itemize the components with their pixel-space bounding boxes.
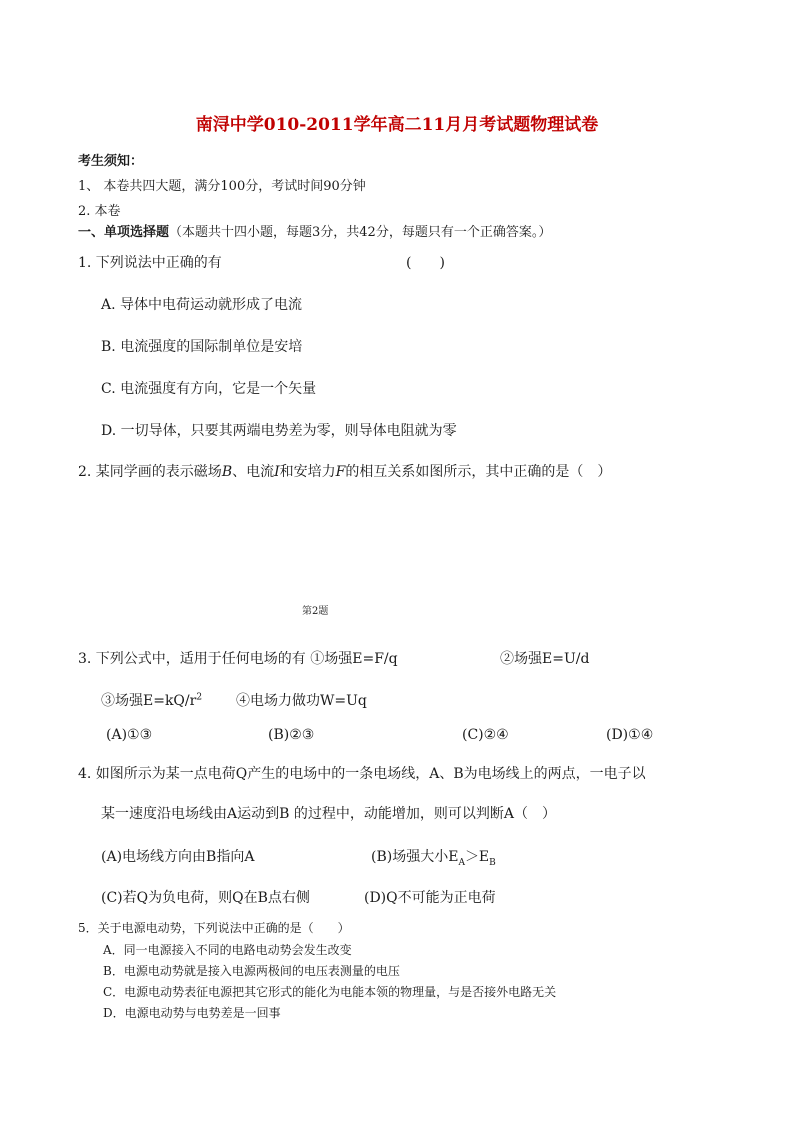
q2-figure-caption: 第2题 — [302, 606, 329, 617]
q2-symbol-i: I — [274, 464, 280, 480]
notice-heading: 考生须知： — [78, 154, 144, 169]
q4-option-b-sub-a: A — [458, 857, 465, 868]
q4-option-d: (D)Q不可能为正电荷 — [364, 890, 496, 906]
q1-option-b: B. 电流强度的国际制单位是安培 — [101, 339, 303, 355]
q3-option-c: (C)②④ — [462, 727, 509, 743]
q2-stem — [78, 461, 611, 481]
q1-answer-paren: ( ) — [406, 255, 445, 271]
q5-option-b: B．电源电动势就是接入电源两极间的电压表测量的电压 — [103, 964, 400, 978]
q4-option-b — [371, 846, 496, 868]
q4-option-b-mid: ＞E — [464, 849, 490, 865]
q2-stem-pre: 2. 某同学画的表示磁场 — [78, 464, 222, 480]
section-1-heading: 一、单项选择题 — [78, 225, 170, 240]
q3-formula-3-text: ③场强E=kQ/r — [101, 693, 197, 709]
q4-line-1: 4. 如图所示为某一点电荷Q产生的电场中的一条电场线，A、B为电场线上的两点，一电子以 — [78, 766, 646, 782]
q4-option-b-sub-b: B — [489, 857, 496, 868]
q4-line-2: 某一速度沿电场线由A运动到B 的过程中，动能增加，则可以判断A（ ） — [101, 806, 556, 822]
q4-option-b-text: (B)场强大小E — [371, 849, 459, 865]
q1-option-d: D. 一切导体，只要其两端电势差为零，则导体电阻就为零 — [101, 423, 457, 439]
q4-option-c: (C)若Q为负电荷，则Q在B点右侧 — [101, 890, 310, 906]
q2-stem-mid1: 、电流 — [232, 464, 275, 480]
section-1-description: （本题共十四小题，每题3分，共42分，每题只有一个正确答案。） — [169, 225, 552, 240]
q2-stem-mid2: 和安培力 — [279, 464, 336, 480]
q1-option-c: C. 电流强度有方向，它是一个矢量 — [101, 381, 317, 397]
q5-option-a: A．同一电源接入不同的电路电动势会发生改变 — [103, 943, 352, 957]
q2-symbol-b: B — [221, 464, 233, 480]
q3-option-d: (D)①④ — [606, 727, 654, 743]
page-title: 南浔中学010-2011学年高二11月月考试题物理试卷 — [195, 115, 599, 135]
q3-formula-3 — [101, 690, 202, 710]
q1-option-a: A. 导体中电荷运动就形成了电流 — [101, 297, 303, 313]
q3-option-a: (A)①③ — [106, 727, 153, 743]
q5-option-d: D．电源电动势与电势差是一回事 — [103, 1006, 281, 1020]
q5-option-c: C．电源电动势表征电源把其它形式的能化为电能本领的物理量，与是否接外电路无关 — [103, 985, 557, 999]
q5-stem: 5．关于电源电动势，下列说法中正确的是（ ） — [78, 921, 350, 935]
section-1-heading-line — [78, 221, 551, 240]
q3-formula-4: ④电场力做功W=Uq — [236, 693, 367, 709]
q3-formula-2: ②场强E=U/d — [500, 651, 590, 667]
q1-stem: 1. 下列说法中正确的有 — [78, 255, 222, 271]
notice-line-1: 1、 本卷共四大题，满分100分，考试时间90分钟 — [78, 179, 366, 194]
q2-stem-post: 的相互关系如图所示，其中正确的是（ ） — [345, 464, 612, 480]
q3-stem: 3. 下列公式中，适用于任何电场的有 ①场强E=F/q — [78, 651, 398, 667]
q2-symbol-f: F — [335, 464, 346, 480]
q4-option-a: (A)电场线方向由B指向A — [101, 849, 255, 865]
q3-option-b: (B)②③ — [268, 727, 315, 743]
notice-line-2: 2. 本卷 — [78, 204, 121, 219]
q3-formula-3-exponent: 2 — [196, 692, 203, 703]
